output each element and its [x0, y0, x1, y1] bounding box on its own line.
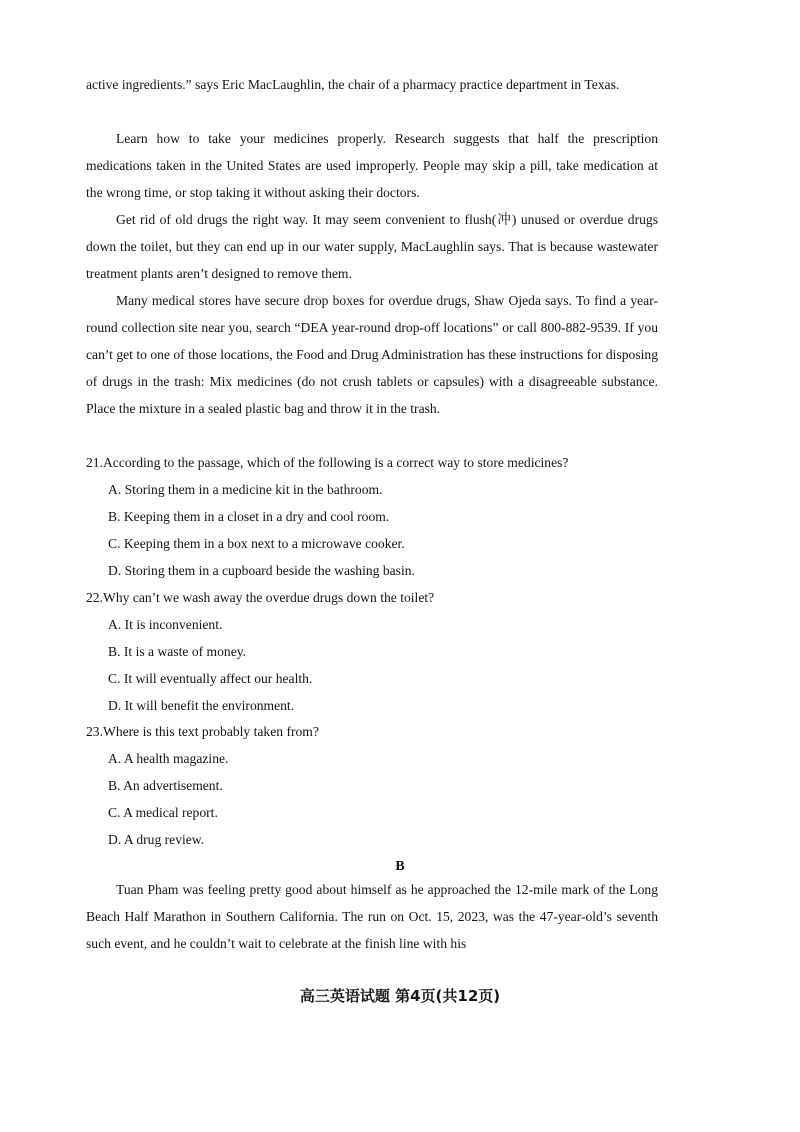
question-22-option-c: C. It will eventually affect our health.	[108, 671, 313, 686]
question-23-stem: 23.Where is this text probably taken from?	[86, 724, 319, 739]
question-22-option-b: B. It is a waste of money.	[108, 644, 247, 659]
question-23-option-b: B. An advertisement.	[108, 778, 223, 793]
question-22-option-a: A. It is inconvenient.	[108, 617, 223, 632]
question-23-option-d: D. A drug review.	[108, 832, 205, 847]
passage-b-paragraph-1: Tuan Pham was feeling pretty good about himself as he approached the 12-mile mark of the Long Beach Half Marathon in Southern California. The run on Oct. 15, 2023, was the 47-year-old’s seventh such event, and he couldn’t wait to celebrate at the finish line with his	[86, 882, 658, 951]
question-21-option-b: B. Keeping them in a closet in a dry and cool room.	[108, 509, 390, 524]
question-23-option-c: C. A medical report.	[108, 805, 218, 820]
question-21-option-a: A. Storing them in a medicine kit in the bathroom.	[108, 482, 383, 497]
question-21-stem: 21.According to the passage, which of the following is a correct way to store medicines?	[86, 455, 569, 470]
section-b-heading: B	[395, 859, 405, 874]
question-22-option-d: D. It will benefit the environment.	[108, 698, 295, 713]
passage-a-paragraph-2: Learn how to take your medicines properly. Research suggests that half the prescription medications taken in the United States are used improperly. People may skip a pill, take medication at the wrong time, or stop taking it without asking their doctors.	[86, 131, 658, 200]
passage-a-paragraph-1: active ingredients.” says Eric MacLaughlin, the chair of a pharmacy practice department in Texas.	[86, 77, 620, 92]
question-22-stem: 22.Why can’t we wash away the overdue drugs down the toilet?	[86, 590, 435, 605]
question-21-option-c: C. Keeping them in a box next to a microwave cooker.	[108, 536, 405, 551]
passage-a-paragraph-4: Many medical stores have secure drop boxes for overdue drugs, Shaw Ojeda says. To find a year-round collection site near you, search “DEA year-round drop-off locations” or call 800-882-9539. If you can’t get to one of those locations, the Food and Drug Administration has these instructions for disposing of drugs in the trash: Mix medicines (do not crush tablets or capsules) with a disagreeable substance. Place the mixture in a sealed plastic bag and throw it in the trash.	[86, 293, 658, 416]
question-21-option-d: D. Storing them in a cupboard beside the washing basin.	[108, 563, 415, 578]
passage-a-paragraph-3: Get rid of old drugs the right way. It may seem convenient to flush(冲) unused or overdue drugs down the toilet, but they can end up in our water supply, MacLaughlin says. That is because wastewater treatment plants aren’t designed to remove them.	[86, 212, 658, 281]
question-23-option-a: A. A health magazine.	[108, 751, 229, 766]
page-footer: 高三英语试题 第4页(共12页)	[299, 987, 501, 1005]
